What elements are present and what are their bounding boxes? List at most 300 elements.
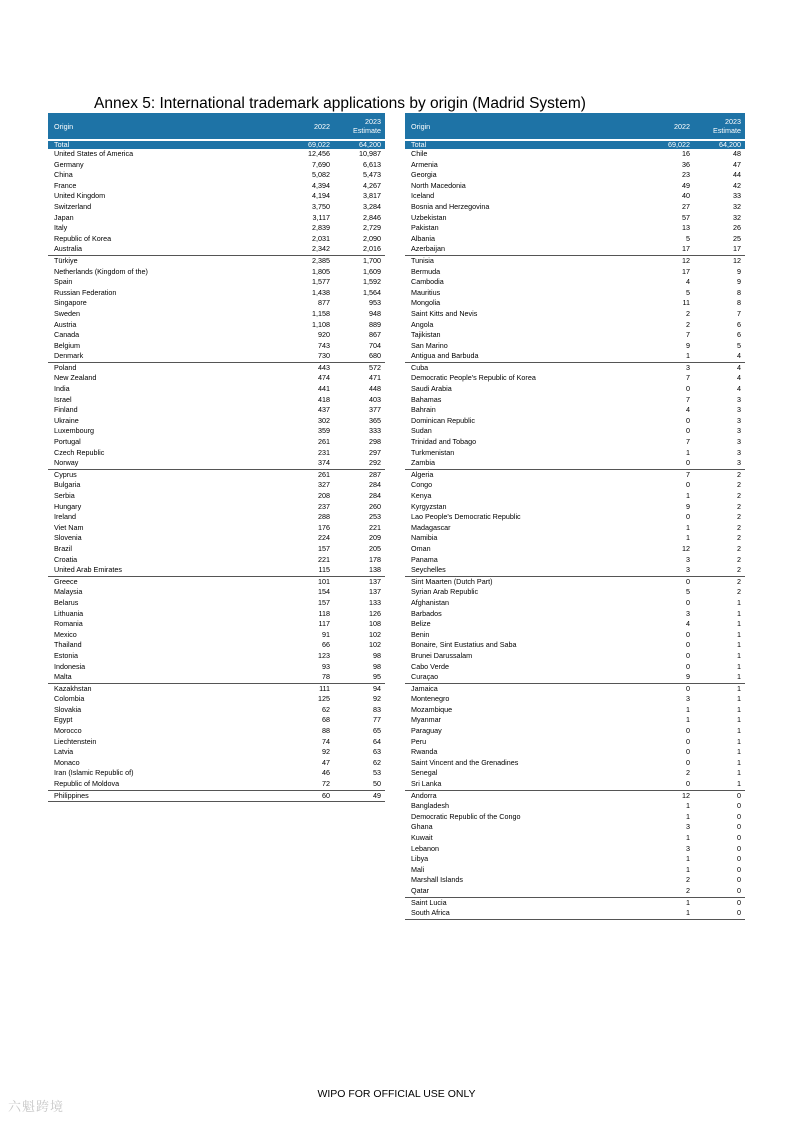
value-2022-cell: 1 xyxy=(686,704,690,714)
origin-cell: Denmark xyxy=(54,351,84,361)
origin-cell: Republic of Moldova xyxy=(54,779,120,789)
table-row xyxy=(48,502,385,513)
value-2023-cell: 2 xyxy=(737,491,741,500)
table-row xyxy=(48,598,385,609)
origin-cell: Benin xyxy=(411,629,430,639)
origin-cell: Saint Lucia xyxy=(405,897,639,908)
value-2022-cell: 1 xyxy=(686,801,690,811)
value-2022-cell: 0 xyxy=(686,629,690,639)
value-2023-cell: 63 xyxy=(373,747,381,757)
year-2023-header: 2023 Estimate xyxy=(694,113,745,139)
value-2023-cell: 6 xyxy=(737,330,741,340)
value-2022-cell: 920 xyxy=(318,330,330,340)
origin-cell: Slovakia xyxy=(54,704,82,714)
table-row xyxy=(405,533,745,544)
table-row xyxy=(405,544,745,555)
value-2023-cell: 298 xyxy=(369,437,381,447)
origin-cell: Netherlands (Kingdom of the) xyxy=(54,266,148,276)
value-2023-cell: 0 xyxy=(694,897,745,908)
origin-cell: Bahamas xyxy=(411,394,442,404)
origin-cell: Japan xyxy=(54,212,74,222)
origin-cell: Austria xyxy=(54,319,77,329)
value-2023-cell: 5,473 xyxy=(363,170,381,180)
table-row xyxy=(405,234,745,245)
origin-cell: Namibia xyxy=(411,533,438,543)
value-2022-cell: 231 xyxy=(318,447,330,457)
origin-cell: Jamaica xyxy=(405,683,639,694)
origin-cell: Sri Lanka xyxy=(411,779,442,789)
table-row xyxy=(405,384,745,395)
table-row xyxy=(48,587,385,598)
origin-cell: Uzbekistan xyxy=(411,212,447,222)
value-2023-cell: 1 xyxy=(737,672,741,682)
table-header-row xyxy=(405,113,745,139)
value-2023-cell: 292 xyxy=(369,458,381,468)
origin-cell: Iceland xyxy=(411,191,435,201)
table-row xyxy=(48,320,385,331)
origin-cell: Republic of Korea xyxy=(54,233,112,243)
origin-cell: Lebanon xyxy=(411,843,439,853)
origin-cell: Brunei Darussalam xyxy=(411,650,473,660)
value-2023-cell: 2 xyxy=(737,512,741,522)
table-row xyxy=(48,277,385,288)
origin-cell: Ukraine xyxy=(54,415,79,425)
value-2022-cell: 16 xyxy=(682,149,690,158)
origin-cell: Saudi Arabia xyxy=(411,384,452,394)
table-row xyxy=(48,223,385,234)
year-2023-header: 2023 Estimate xyxy=(334,113,385,139)
origin-cell: Dominican Republic xyxy=(411,415,475,425)
value-2022-cell: 1 xyxy=(686,854,690,864)
value-2022-cell: 2,385 xyxy=(279,255,334,266)
value-2023-cell: 5 xyxy=(737,340,741,350)
table-row xyxy=(48,683,385,694)
value-2022-cell: 9 xyxy=(686,672,690,682)
value-2023-cell: 3 xyxy=(737,415,741,425)
table-row xyxy=(48,779,385,790)
origin-header: Origin xyxy=(48,113,279,139)
value-2023-cell: 102 xyxy=(369,629,381,639)
table-row xyxy=(48,737,385,748)
value-2023-cell: 221 xyxy=(369,522,381,532)
origin-cell: Russian Federation xyxy=(54,287,117,297)
value-2022-cell: 4 xyxy=(686,619,690,629)
value-2022-cell: 88 xyxy=(322,726,330,736)
value-2022-cell: 327 xyxy=(318,480,330,490)
value-2022-cell: 11 xyxy=(682,298,690,308)
origin-cell: Cambodia xyxy=(411,277,444,287)
value-2023-cell: 102 xyxy=(369,640,381,650)
value-2023-cell: 10,987 xyxy=(359,149,381,158)
table-row xyxy=(48,747,385,758)
table-row xyxy=(405,758,745,769)
origin-cell: Belarus xyxy=(54,597,79,607)
origin-cell: Afghanistan xyxy=(411,597,449,607)
value-2022-cell: 0 xyxy=(686,736,690,746)
value-2022-cell: 5 xyxy=(686,233,690,243)
value-2023-cell: 3,284 xyxy=(363,201,381,211)
value-2022-cell: 47 xyxy=(322,757,330,767)
value-2023-cell: 48 xyxy=(733,149,741,158)
origin-cell: Saint Vincent and the Grenadines xyxy=(411,757,519,767)
table-row xyxy=(405,854,745,865)
value-2022-cell: 359 xyxy=(318,426,330,436)
origin-cell: Philippines xyxy=(48,790,279,802)
value-2023-cell: 26 xyxy=(733,223,741,233)
origin-cell: Sint Maarten (Dutch Part) xyxy=(405,576,639,587)
table-row xyxy=(48,149,385,160)
table-row xyxy=(48,181,385,192)
value-2023-cell: 1,592 xyxy=(363,277,381,287)
value-2023-cell: 3 xyxy=(737,437,741,447)
value-2022-cell: 1,438 xyxy=(312,287,330,297)
origin-cell: Albania xyxy=(411,233,435,243)
value-2023-cell: 2 xyxy=(737,587,741,597)
value-2022-cell: 5 xyxy=(686,587,690,597)
value-2023-cell: 1 xyxy=(737,608,741,618)
value-2023-cell: 133 xyxy=(369,597,381,607)
table-row xyxy=(48,609,385,620)
value-2023-cell: 1 xyxy=(737,757,741,767)
origin-cell: Pakistan xyxy=(411,223,439,233)
total-2022: 69,022 xyxy=(279,141,334,149)
table-header-row xyxy=(48,113,385,139)
value-2023-cell: 8 xyxy=(737,287,741,297)
value-2022-cell: 0 xyxy=(639,683,694,694)
origin-cell: Montenegro xyxy=(411,694,450,704)
value-2023-cell: 471 xyxy=(369,373,381,383)
value-2022-cell: 125 xyxy=(318,694,330,704)
value-2023-cell: 1 xyxy=(737,650,741,660)
value-2022-cell: 4,194 xyxy=(312,191,330,201)
table-row xyxy=(405,694,745,705)
value-2023-cell: 2,090 xyxy=(363,233,381,243)
value-2023-cell: 17 xyxy=(733,244,741,254)
origin-cell: Antigua and Barbuda xyxy=(411,351,479,361)
origin-cell: Malta xyxy=(54,672,72,682)
value-2023-cell: 108 xyxy=(369,619,381,629)
value-2023-cell: 287 xyxy=(334,469,385,480)
table-row xyxy=(48,395,385,406)
table-row xyxy=(48,170,385,181)
value-2022-cell: 36 xyxy=(682,159,690,169)
value-2023-cell: 98 xyxy=(373,650,381,660)
table-row xyxy=(48,330,385,341)
value-2022-cell: 13 xyxy=(682,223,690,233)
value-2022-cell: 1 xyxy=(639,897,694,908)
origin-cell: China xyxy=(54,170,73,180)
table-row xyxy=(405,395,745,406)
value-2023-cell: 2 xyxy=(737,522,741,532)
origin-cell: Latvia xyxy=(54,747,74,757)
table-row xyxy=(405,512,745,523)
table-row xyxy=(405,651,745,662)
origin-cell: Seychelles xyxy=(411,565,446,575)
value-2022-cell: 1 xyxy=(686,715,690,725)
value-2022-cell: 72 xyxy=(322,779,330,789)
value-2023-cell: 4 xyxy=(737,373,741,383)
table-row xyxy=(48,512,385,523)
origin-cell: Turkmenistan xyxy=(411,447,455,457)
value-2023-cell: 2,846 xyxy=(363,212,381,222)
value-2022-cell: 17 xyxy=(682,266,690,276)
value-2023-cell: 83 xyxy=(373,704,381,714)
table-row xyxy=(48,341,385,352)
value-2022-cell: 2,342 xyxy=(312,244,330,254)
value-2023-cell: 77 xyxy=(373,715,381,725)
value-2022-cell: 0 xyxy=(686,458,690,468)
value-2023-cell: 2 xyxy=(737,533,741,543)
origin-cell: Rwanda xyxy=(411,747,438,757)
table-row xyxy=(48,651,385,662)
origin-cell: Sudan xyxy=(411,426,432,436)
value-2023-cell: 572 xyxy=(334,362,385,373)
origin-cell: Hungary xyxy=(54,501,82,511)
value-2022-cell: 4,394 xyxy=(312,180,330,190)
value-2022-cell: 9 xyxy=(686,340,690,350)
table-row xyxy=(405,405,745,416)
table-row xyxy=(48,213,385,224)
value-2022-cell: 743 xyxy=(318,340,330,350)
table-row xyxy=(48,469,385,480)
origin-cell: Bermuda xyxy=(411,266,441,276)
value-2022-cell: 0 xyxy=(686,661,690,671)
table-row xyxy=(48,726,385,737)
origin-cell: Trinidad and Tobago xyxy=(411,437,477,447)
table-row xyxy=(48,405,385,416)
value-2023-cell: 1 xyxy=(737,779,741,789)
table-row xyxy=(405,844,745,855)
value-2023-cell: 50 xyxy=(373,779,381,789)
origin-cell: Georgia xyxy=(411,170,437,180)
value-2022-cell: 9 xyxy=(686,501,690,511)
origin-cell: Egypt xyxy=(54,715,73,725)
table-row xyxy=(405,244,745,255)
origin-cell: Norway xyxy=(54,458,79,468)
value-2022-cell: 418 xyxy=(318,394,330,404)
origin-cell: Malaysia xyxy=(54,587,83,597)
value-2023-cell: 2,016 xyxy=(363,244,381,254)
value-2022-cell: 7 xyxy=(686,330,690,340)
right-table xyxy=(405,113,745,920)
value-2023-cell: 0 xyxy=(737,875,741,885)
value-2022-cell: 27 xyxy=(682,201,690,211)
value-2023-cell: 33 xyxy=(733,191,741,201)
value-2022-cell: 237 xyxy=(318,501,330,511)
value-2023-cell: 4,267 xyxy=(363,180,381,190)
value-2022-cell: 1 xyxy=(686,447,690,457)
value-2023-cell: 284 xyxy=(369,491,381,500)
table-row xyxy=(405,277,745,288)
value-2023-cell: 889 xyxy=(369,319,381,329)
value-2023-cell: 178 xyxy=(369,554,381,564)
table-row xyxy=(405,779,745,790)
table-row xyxy=(48,255,385,266)
origin-cell: Mauritius xyxy=(411,287,441,297)
table-row xyxy=(48,672,385,683)
value-2022-cell: 2 xyxy=(686,875,690,885)
table-row xyxy=(48,160,385,171)
table-row xyxy=(405,801,745,812)
table-row xyxy=(48,758,385,769)
value-2023-cell: 1 xyxy=(737,661,741,671)
value-2023-cell: 137 xyxy=(334,576,385,587)
table-row xyxy=(48,288,385,299)
value-2023-cell: 64 xyxy=(373,736,381,746)
value-2023-cell: 3,817 xyxy=(363,191,381,201)
value-2023-cell: 7 xyxy=(737,308,741,318)
table-row xyxy=(405,715,745,726)
value-2022-cell: 5,082 xyxy=(312,170,330,180)
table-row xyxy=(405,587,745,598)
origin-cell: Poland xyxy=(48,362,279,373)
value-2023-cell: 8 xyxy=(737,298,741,308)
value-2022-cell: 40 xyxy=(682,191,690,201)
origin-cell: Mozambique xyxy=(411,704,453,714)
table-row xyxy=(405,672,745,683)
value-2022-cell: 5 xyxy=(686,287,690,297)
value-2023-cell: 0 xyxy=(737,885,741,895)
value-2022-cell: 302 xyxy=(318,415,330,425)
page-title: Annex 5: International trademark applications by origin (Madrid System) xyxy=(94,95,586,112)
table-row xyxy=(405,458,745,469)
origin-cell: Angola xyxy=(411,319,434,329)
value-2023-cell: 0 xyxy=(737,864,741,874)
value-2022-cell: 115 xyxy=(318,565,330,575)
value-2023-cell: 1,564 xyxy=(363,287,381,297)
origin-cell: Finland xyxy=(54,405,78,415)
table-row xyxy=(48,576,385,587)
origin-cell: Madagascar xyxy=(411,522,451,532)
origin-cell: Tunisia xyxy=(405,255,639,266)
value-2023-cell: 0 xyxy=(737,801,741,811)
origin-cell: Paraguay xyxy=(411,726,442,736)
table-row xyxy=(405,812,745,823)
value-2023-cell: 65 xyxy=(373,726,381,736)
value-2023-cell: 3 xyxy=(737,426,741,436)
table-row xyxy=(405,469,745,480)
origin-cell: Kazakhstan xyxy=(48,683,279,694)
table-row xyxy=(48,202,385,213)
table-row xyxy=(48,555,385,566)
table-row xyxy=(48,565,385,576)
value-2022-cell: 3 xyxy=(686,843,690,853)
value-2023-cell: 260 xyxy=(369,501,381,511)
value-2022-cell: 78 xyxy=(322,672,330,682)
origin-cell: Belgium xyxy=(54,340,80,350)
value-2022-cell: 93 xyxy=(322,661,330,671)
value-2022-cell: 4 xyxy=(686,405,690,415)
value-2023-cell: 2 xyxy=(737,480,741,490)
value-2023-cell: 95 xyxy=(373,672,381,682)
origin-cell: Democratic People's Republic of Korea xyxy=(411,373,536,383)
value-2023-cell: 1 xyxy=(737,747,741,757)
value-2023-cell: 1 xyxy=(694,683,745,694)
value-2022-cell: 7,690 xyxy=(312,159,330,169)
value-2022-cell: 3 xyxy=(686,608,690,618)
table-row xyxy=(405,373,745,384)
value-2022-cell: 60 xyxy=(279,790,334,802)
origin-cell: Cuba xyxy=(405,362,639,373)
value-2022-cell: 49 xyxy=(682,180,690,190)
origin-cell: Serbia xyxy=(54,491,75,500)
value-2023-cell: 9 xyxy=(737,266,741,276)
table-row xyxy=(405,437,745,448)
value-2023-cell: 953 xyxy=(369,298,381,308)
value-2022-cell: 3 xyxy=(639,362,694,373)
table-row xyxy=(48,715,385,726)
total-2023: 64,200 xyxy=(694,141,745,149)
value-2022-cell: 12 xyxy=(639,255,694,266)
value-2023-cell: 0 xyxy=(737,854,741,864)
value-2023-cell: 1 xyxy=(737,694,741,704)
value-2023-cell: 42 xyxy=(733,180,741,190)
origin-cell: Curaçao xyxy=(411,672,439,682)
table-row xyxy=(48,298,385,309)
value-2023-cell: 9 xyxy=(737,277,741,287)
value-2022-cell: 68 xyxy=(322,715,330,725)
value-2022-cell: 0 xyxy=(686,779,690,789)
table-row xyxy=(405,865,745,876)
value-2023-cell: 126 xyxy=(369,608,381,618)
origin-cell: Israel xyxy=(54,394,72,404)
value-2023-cell: 3 xyxy=(737,458,741,468)
value-2023-cell: 2 xyxy=(737,554,741,564)
origin-cell: Croatia xyxy=(54,554,78,564)
table-row xyxy=(405,448,745,459)
value-2022-cell: 0 xyxy=(686,426,690,436)
origin-cell: Liechtenstein xyxy=(54,736,97,746)
table-row xyxy=(48,437,385,448)
value-2023-cell: 1,609 xyxy=(363,266,381,276)
table-row xyxy=(405,609,745,620)
watermark-logo: 六魁跨境 xyxy=(8,1099,65,1114)
value-2022-cell: 12 xyxy=(639,790,694,801)
table-row xyxy=(48,480,385,491)
origin-cell: Myanmar xyxy=(411,715,441,725)
origin-cell: Kyrgyzstan xyxy=(411,501,447,511)
value-2023-cell: 0 xyxy=(694,908,745,919)
value-2023-cell: 32 xyxy=(733,212,741,222)
value-2022-cell: 66 xyxy=(322,640,330,650)
origin-cell: Mexico xyxy=(54,629,77,639)
origin-cell: United Arab Emirates xyxy=(54,565,122,575)
origin-cell: India xyxy=(54,384,70,394)
value-2022-cell: 1,108 xyxy=(312,319,330,329)
table-row xyxy=(48,362,385,373)
value-2023-cell: 0 xyxy=(737,822,741,832)
origin-cell: Cyprus xyxy=(48,469,279,480)
origin-cell: Türkiye xyxy=(48,255,279,266)
year-2022-header: 2022 xyxy=(639,113,694,139)
table-row xyxy=(48,351,385,362)
origin-cell: Azerbaijan xyxy=(411,244,445,254)
origin-cell: Chile xyxy=(411,149,428,158)
origin-cell: Thailand xyxy=(54,640,82,650)
value-2022-cell: 1 xyxy=(686,811,690,821)
table-row xyxy=(405,897,745,908)
origin-cell: Switzerland xyxy=(54,201,92,211)
value-2023-cell: 138 xyxy=(369,565,381,575)
value-2022-cell: 0 xyxy=(686,747,690,757)
total-2022: 69,022 xyxy=(639,141,694,149)
origin-cell: Estonia xyxy=(54,650,78,660)
table-row xyxy=(48,705,385,716)
value-2022-cell: 3,117 xyxy=(312,212,330,222)
value-2022-cell: 0 xyxy=(686,415,690,425)
value-2023-cell: 1 xyxy=(737,640,741,650)
value-2023-cell: 0 xyxy=(737,843,741,853)
